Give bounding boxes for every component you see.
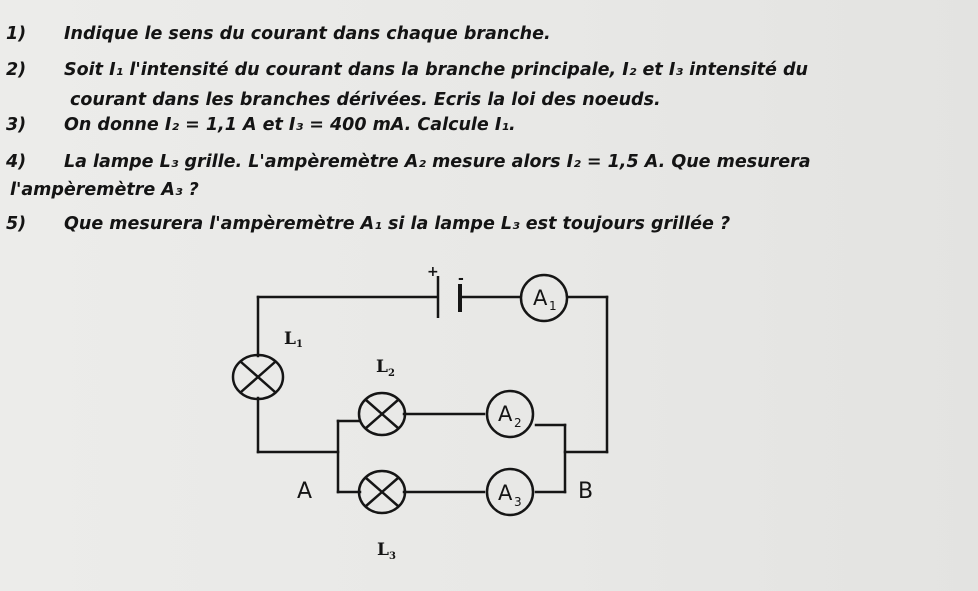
- battery-minus-label: -: [458, 271, 464, 287]
- lamp-l1-label-letter: L: [284, 329, 296, 349]
- ammeter-a3-letter: A: [498, 481, 513, 505]
- node-a-label: A: [297, 479, 313, 504]
- ammeter-a3-subscript: 3: [514, 495, 522, 509]
- ammeter-a2-letter: A: [498, 402, 513, 426]
- node-b-label: B: [578, 479, 594, 504]
- question-5-number: 5): [6, 214, 27, 234]
- lamp-l3-label-subscript: 3: [389, 551, 396, 562]
- question-1-text: Indique le sens du courant dans chaque branche.: [64, 24, 551, 44]
- lamp-l2-label-subscript: 2: [388, 368, 395, 379]
- battery-icon: [438, 276, 460, 318]
- question-3-text: On donne I₂ = 1,1 A et I₃ = 400 mA. Calcule I₁.: [64, 115, 516, 135]
- question-2-text: Soit I₁ l'intensité du courant dans la branche principale, I₂ et I₃ intensité du: [64, 60, 808, 80]
- question-3-number: 3): [6, 115, 27, 135]
- lamp-l1-label-subscript: 1: [296, 339, 303, 350]
- ammeter-a1-subscript: 1: [549, 299, 557, 313]
- question-5-text: Que mesurera l'ampèremètre A₁ si la lampe L₃ est toujours grillée ?: [64, 214, 731, 234]
- question-4-text: La lampe L₃ grille. L'ampèremètre A₂ mesure alors I₂ = 1,5 A. Que mesurera: [64, 152, 811, 172]
- ammeter-a2-subscript: 2: [514, 416, 522, 430]
- lamp-l1-icon: [233, 355, 283, 399]
- question-4-number: 4): [6, 152, 27, 172]
- question-1-number: 1): [6, 24, 27, 44]
- ammeter-a1-letter: A: [533, 286, 548, 310]
- question-4-continuation: l'ampèremètre A₃ ?: [10, 180, 199, 200]
- lamp-l3-icon: [359, 471, 405, 513]
- lamp-l3-label-letter: L: [377, 540, 389, 560]
- lamp-l2-icon: [359, 393, 405, 435]
- question-2-number: 2): [6, 60, 27, 80]
- lamp-l2-label-letter: L: [376, 357, 388, 377]
- question-2-continuation: courant dans les branches dérivées. Ecris la loi des noeuds.: [70, 90, 661, 110]
- battery-plus-label: +: [427, 264, 439, 280]
